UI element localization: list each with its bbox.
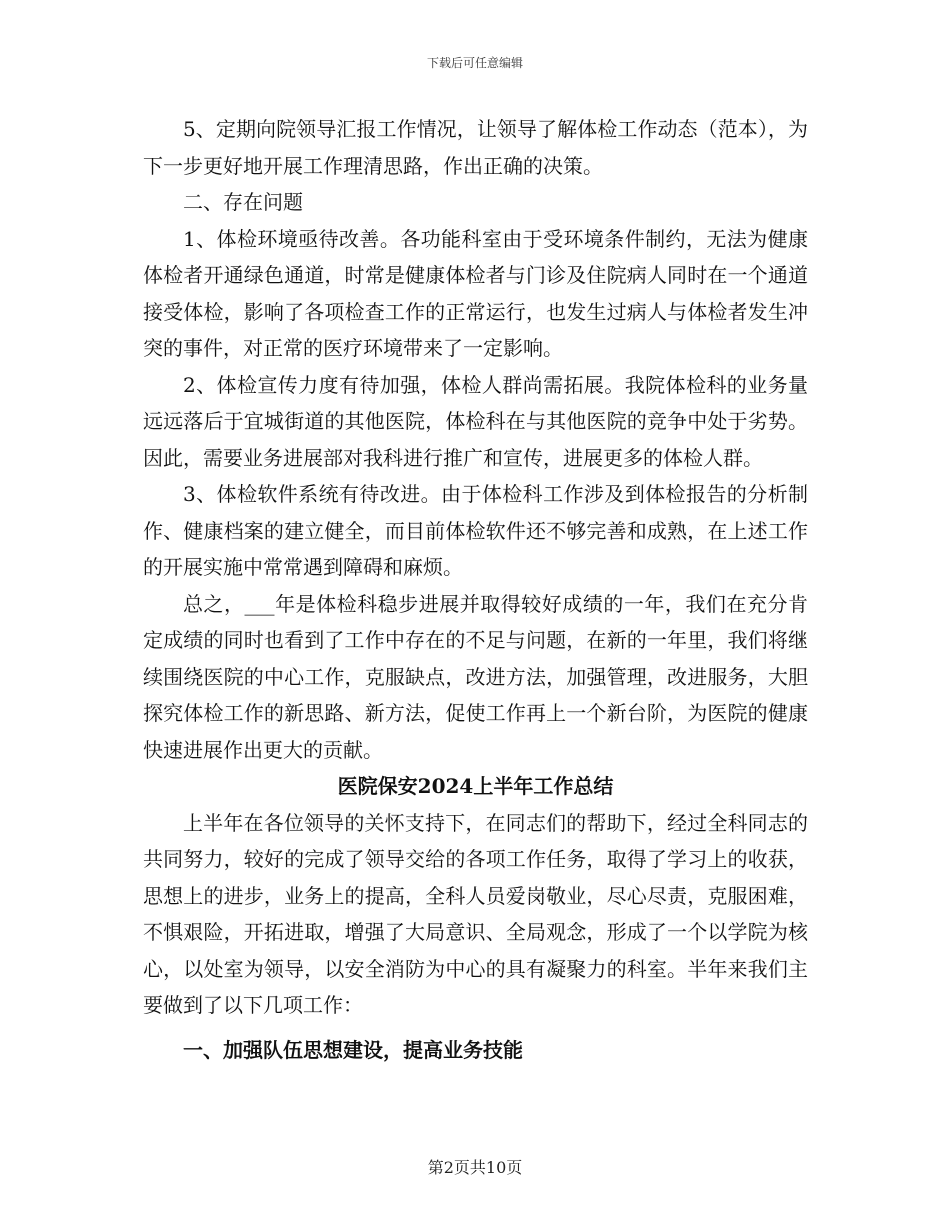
paragraph-environment: 1、体检环境亟待改善。各功能科室由于受环境条件制约，无法为健康体检者开通绿色通道，时常是健康体检者与门诊及住院病人同时在一个通道接受体检，影响了各项检查工作的正常运行，也发生过病人与体检者发生冲突的事件，对正常的医疗环境带来了一定影响。 bbox=[143, 226, 808, 360]
paragraph-promotion: 2、体检宣传力度有待加强，体检人群尚需拓展。我院体检科的业务量远远落后于宜城街道的其他医院，体检科在与其他医院的竞争中处于劣势。因此，需要业务进展部对我科进行推广和宣传，进展更多的体检人群。 bbox=[143, 372, 808, 470]
paragraph-report-to-leaders: 5、定期向院领导汇报工作情况，让领导了解体检工作动态（范本），为下一步更好地开展工作理清思路，作出正确的决策。 bbox=[143, 117, 808, 178]
page-footer: 第2页共10页 bbox=[427, 1158, 523, 1177]
heading-existing-problems: 二、存在问题 bbox=[183, 190, 303, 214]
header-note: 下载后可任意编辑 bbox=[426, 56, 523, 70]
document-title: 医院保安2024上半年工作总结 bbox=[337, 774, 614, 798]
paragraph-intro: 上半年在各位领导的关怀支持下，在同志们的帮助下，经过全科同志的共同努力，较好的完成了领导交给的各项工作任务，取得了学习上的收获，思想上的进步，业务上的提高，全科人员爱岗敬业，尽心尽责，克服困难，不惧艰险，开拓进取，增强了大局意识、全局观念，形成了一个以学院为核心，以处室为领导，以安全消防为中心的具有凝聚力的科室。半年来我们主要做到了以下几项工作： bbox=[143, 810, 808, 1017]
document-body bbox=[143, 111, 808, 1068]
section-heading: 一、加强队伍思想建设，提高业务技能 bbox=[183, 1037, 523, 1062]
paragraph-summary: 总之，___年是体检科稳步进展并取得较好成绩的一年，我们在充分肯定成绩的同时也看到了工作中存在的不足与问题，在新的一年里，我们将继续围绕医院的中心工作，克服缺点，改进方法，加强管理，改进服务，大胆探究体检工作的新思路、新方法，促使工作再上一个新台阶，为医院的健康快速进展作出更大的贡献。 bbox=[143, 591, 808, 762]
paragraph-software: 3、体检软件系统有待改进。由于体检科工作涉及到体检报告的分析制作、健康档案的建立健全，而目前体检软件还不够完善和成熟，在上述工作的开展实施中常常遇到障碍和麻烦。 bbox=[143, 482, 808, 579]
